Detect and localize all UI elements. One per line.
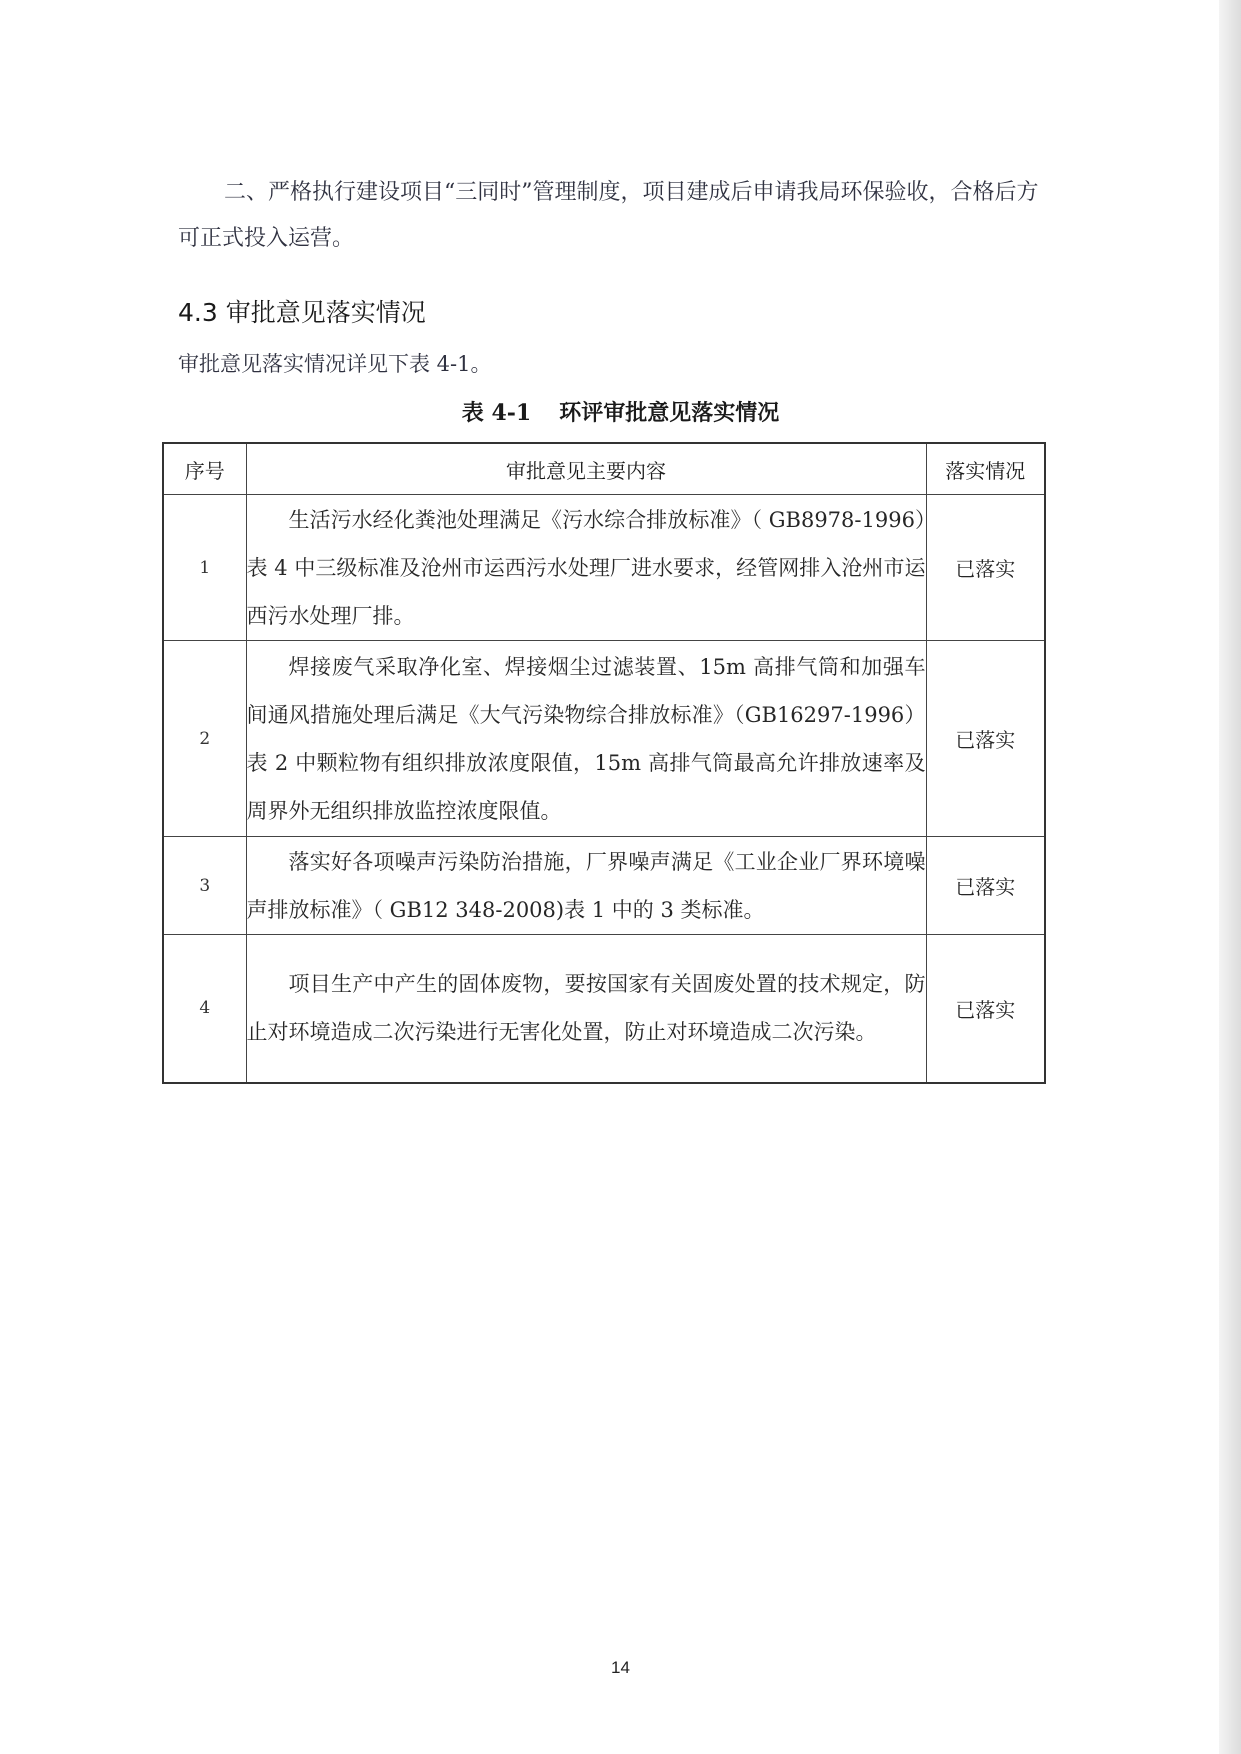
table-row bbox=[163, 837, 1045, 935]
table-caption-number: 表 4-1 bbox=[461, 400, 532, 426]
row-number: 3 bbox=[163, 837, 246, 935]
section-intro: 审批意见落实情况详见下表 4-1。 bbox=[178, 352, 492, 376]
body-paragraph: 二、严格执行建设项目“三同时”管理制度，项目建成后申请我局环保验收，合格后方可正式投入运营。 bbox=[178, 180, 1039, 251]
table-header-row bbox=[163, 443, 1045, 495]
row-number: 1 bbox=[163, 495, 246, 641]
header-content: 审批意见主要内容 bbox=[246, 443, 926, 495]
row-number: 2 bbox=[163, 641, 246, 837]
table-row bbox=[163, 495, 1045, 641]
row-content: 焊接废气采取净化室、焊接烟尘过滤装置、15m 高排气筒和加强车间通风措施处理后满足《大气污染物综合排放标准》（GB16297-1996）表 2 中颗粒物有组织排放浓度限值，15m 高排气筒最高允许排放速率及周界外无组织排放监控浓度限值。 bbox=[246, 641, 926, 837]
row-content: 项目生产中产生的固体废物，要按国家有关固废处置的技术规定，防止对环境造成二次污染进行无害化处置，防止对环境造成二次污染。 bbox=[246, 935, 926, 1083]
header-status: 落实情况 bbox=[926, 443, 1045, 495]
row-content: 落实好各项噪声污染防治措施，厂界噪声满足《工业企业厂界环境噪声排放标准》（ GB12 348-2008)表 1 中的 3 类标准。 bbox=[246, 837, 926, 935]
table-row bbox=[163, 935, 1045, 1083]
row-status: 已落实 bbox=[926, 641, 1045, 837]
table-caption bbox=[0, 396, 1241, 427]
row-status: 已落实 bbox=[926, 495, 1045, 641]
section-heading: 4.3 审批意见落实情况 bbox=[178, 298, 426, 327]
scanned-page-edge bbox=[1219, 0, 1241, 1754]
row-number: 4 bbox=[163, 935, 246, 1083]
row-content: 生活污水经化粪池处理满足《污水综合排放标准》（ GB8978-1996）表 4 中三级标准及沧州市运西污水处理厂进水要求，经管网排入沧州市运西污水处理厂排。 bbox=[246, 495, 926, 641]
row-status: 已落实 bbox=[926, 837, 1045, 935]
page-number: 14 bbox=[611, 1658, 630, 1677]
approval-table bbox=[162, 442, 1046, 1084]
row-status: 已落实 bbox=[926, 935, 1045, 1083]
table-caption-title: 环评审批意见落实情况 bbox=[559, 400, 780, 426]
header-number: 序号 bbox=[163, 443, 246, 495]
table-row bbox=[163, 641, 1045, 837]
